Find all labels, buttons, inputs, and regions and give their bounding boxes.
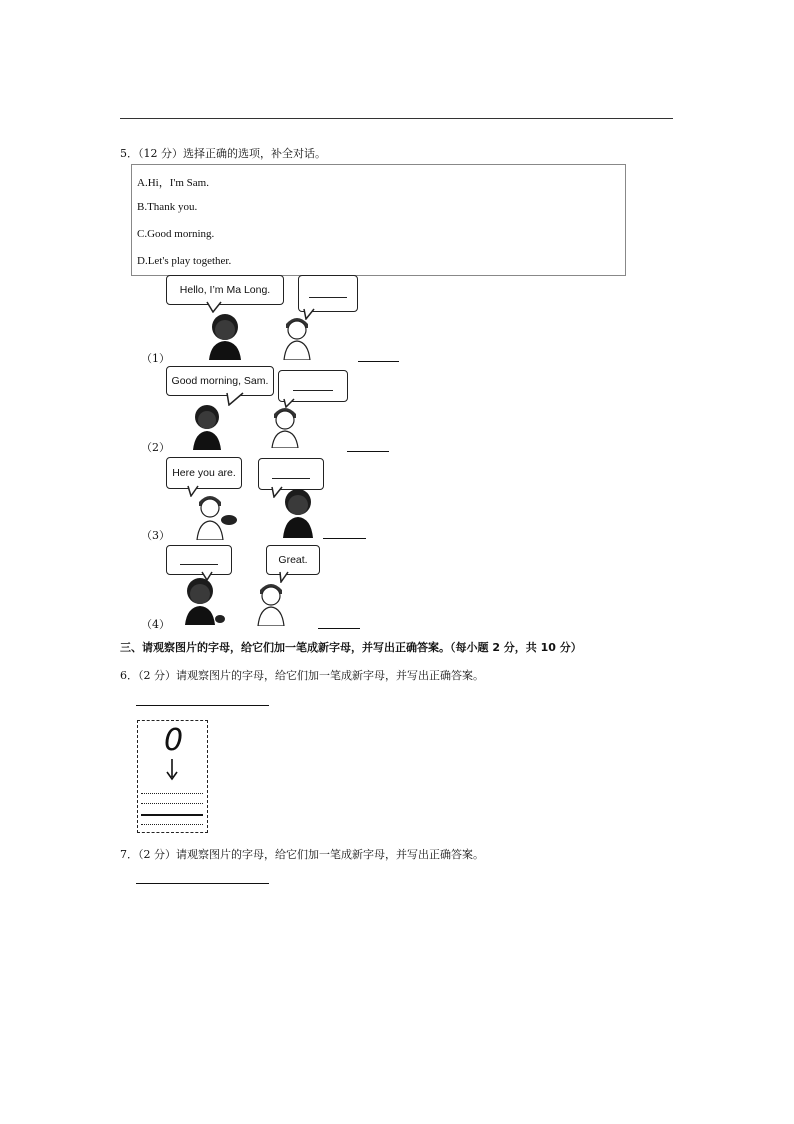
dark-boy-illustration xyxy=(182,575,226,625)
answer-blank[interactable] xyxy=(347,451,389,452)
item-number: （2） xyxy=(141,441,170,454)
dark-boy-illustration xyxy=(280,486,316,538)
answer-line[interactable] xyxy=(136,883,269,884)
section-heading: 三、请观察图片的字母，给它们加一笔成新字母，并写出正确答案。（每小题 2 分，共 10 分） xyxy=(120,641,582,654)
question-5-title: 5．（12 分）选择正确的选项，补全对话。 xyxy=(120,147,326,160)
speech-bubble-left xyxy=(166,545,232,575)
base-line xyxy=(141,814,203,816)
answer-blank[interactable] xyxy=(358,361,399,362)
item-number: （1） xyxy=(141,352,170,365)
question-6-title: 6．（2 分）请观察图片的字母，给它们加一笔成新字母，并写出正确答案。 xyxy=(120,669,484,682)
option-d: D.Let's play together. xyxy=(137,255,232,267)
option-b: B.Thank you. xyxy=(137,201,198,213)
item-number: （4） xyxy=(141,618,170,631)
boy-illustration xyxy=(280,312,314,360)
guide-line xyxy=(141,803,203,804)
down-arrow-icon xyxy=(166,759,178,781)
boy-with-gift-illustration xyxy=(193,490,239,540)
option-a: A.Hi，I'm Sam. xyxy=(137,177,209,189)
item-number: （3） xyxy=(141,529,170,542)
options-box xyxy=(131,164,626,276)
guide-line xyxy=(141,824,203,825)
option-c: C.Good morning. xyxy=(137,228,215,240)
bubble-tail xyxy=(225,392,247,406)
boy-illustration xyxy=(268,402,302,448)
answer-blank[interactable] xyxy=(323,538,366,539)
boy-illustration xyxy=(254,578,288,626)
speech-bubble-right xyxy=(298,275,358,312)
speech-bubble-left: Hello, I’m Ma Long. xyxy=(166,275,284,305)
speech-bubble-left: Here you are. xyxy=(166,457,242,489)
question-7-title: 7．（2 分）请观察图片的字母，给它们加一笔成新字母，并写出正确答案。 xyxy=(120,848,484,861)
header-rule xyxy=(120,118,673,119)
letter-card xyxy=(137,720,208,833)
dark-boy-illustration xyxy=(205,310,245,360)
speech-bubble-right: Great. xyxy=(266,545,320,575)
dark-boy-illustration xyxy=(190,402,224,450)
guide-line xyxy=(141,793,203,794)
card-letter: 0 xyxy=(164,723,184,758)
speech-bubble-left: Good morning, Sam. xyxy=(166,366,274,396)
answer-blank[interactable] xyxy=(318,628,360,629)
answer-line[interactable] xyxy=(136,705,269,706)
